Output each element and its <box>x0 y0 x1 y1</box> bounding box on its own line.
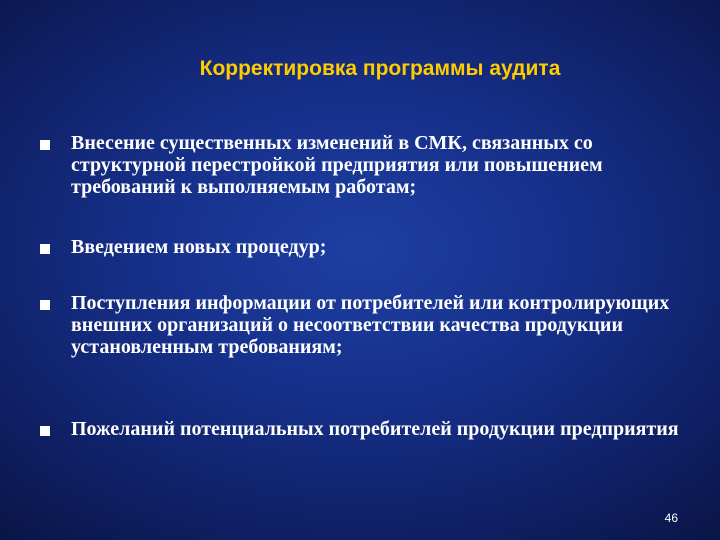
square-bullet-icon <box>40 140 50 150</box>
square-bullet-icon <box>40 300 50 310</box>
bullet-text: Введением новых процедур; <box>71 236 327 258</box>
bullet-text: Пожеланий потенциальных потребителей продукции предприятия <box>71 418 679 440</box>
slide-title: Корректировка программы аудита <box>199 57 561 80</box>
bullet-text: Внесение существенных изменений в СМК, связанных со структурной перестройкой предприятия или повышением требований к выполняемым работам; <box>71 132 603 198</box>
square-bullet-icon <box>40 244 50 254</box>
slide-number: 46 <box>664 511 678 525</box>
bullet-text: Поступления информации от потребителей или контролирующих внешних организаций о несоответствии качества продукции установленным требованиям; <box>71 292 670 358</box>
square-bullet-icon <box>40 426 50 436</box>
